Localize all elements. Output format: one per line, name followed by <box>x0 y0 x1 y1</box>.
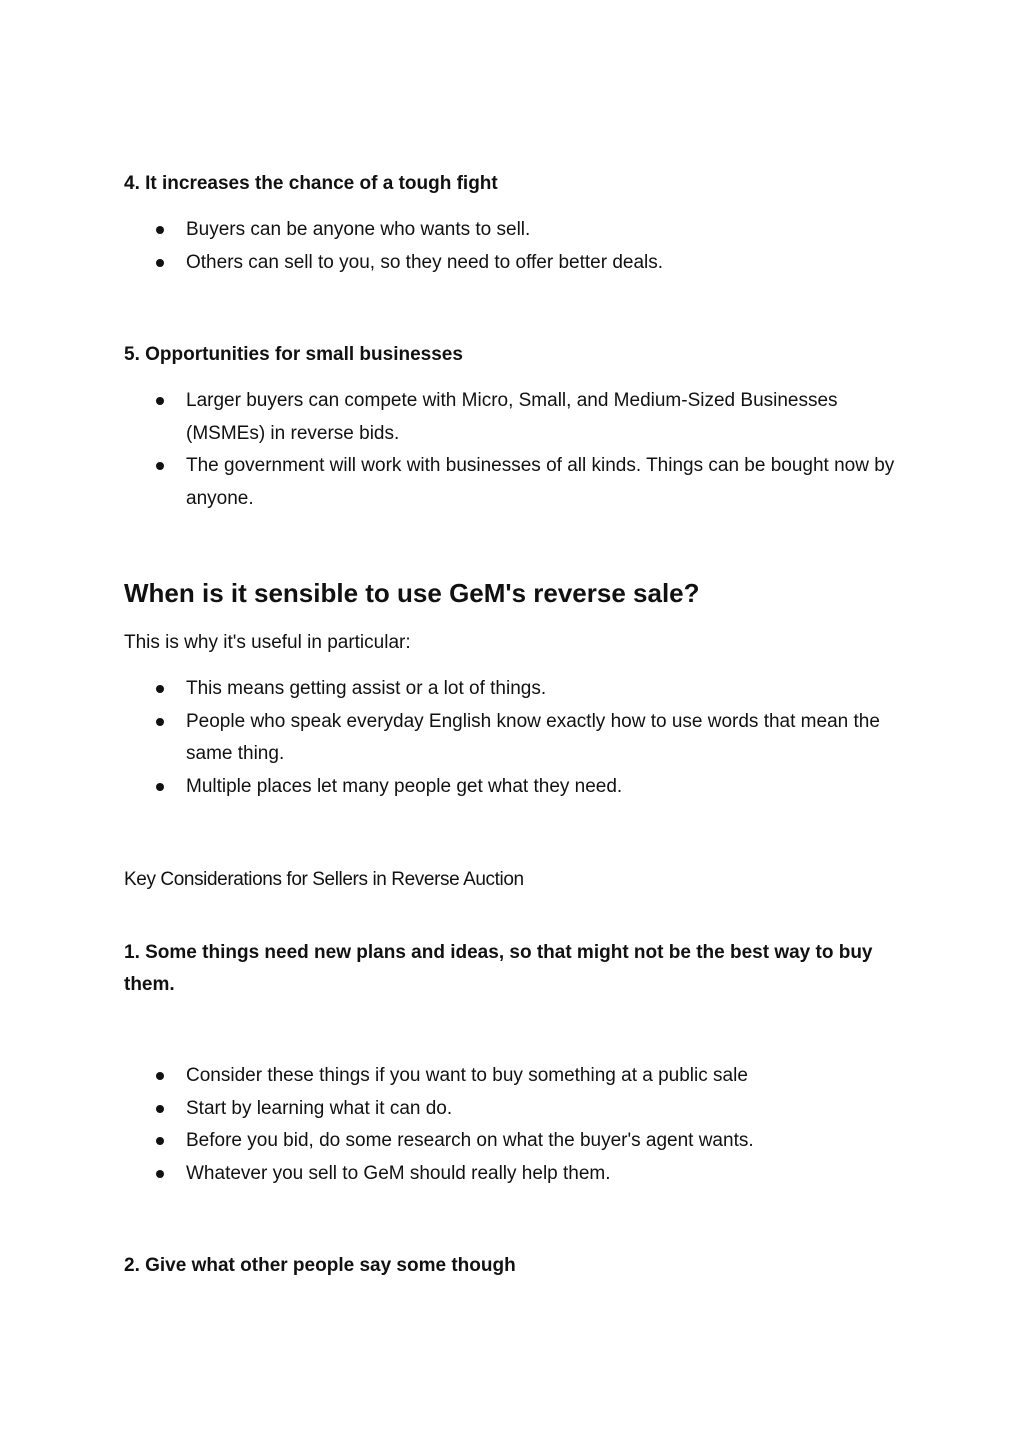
key-considerations-heading: Key Considerations for Sellers in Reverse Auction <box>124 869 524 890</box>
list-item: Buyers can be anyone who wants to sell. <box>124 214 904 247</box>
section-4-heading: 4. It increases the chance of a tough fight <box>124 173 498 194</box>
list-item: Multiple places let many people get what they need. <box>124 771 904 804</box>
when-sensible-heading: When is it sensible to use GeM's reverse sale? <box>124 578 700 608</box>
section-5-bullet-list <box>124 385 904 515</box>
key-bullet-list <box>124 1060 904 1190</box>
list-item: This means getting assist or a lot of things. <box>124 673 904 706</box>
list-item: Before you bid, do some research on what the buyer's agent wants. <box>124 1125 904 1158</box>
list-item: Others can sell to you, so they need to offer better deals. <box>124 247 904 280</box>
key-point-1: 1. Some things need new plans and ideas, so that might not be the best way to buy them. <box>124 942 873 995</box>
list-item: Consider these things if you want to buy something at a public sale <box>124 1060 904 1093</box>
list-item: Whatever you sell to GeM should really help them. <box>124 1158 904 1191</box>
key-point-2: 2. Give what other people say some though <box>124 1255 516 1276</box>
list-item: The government will work with businesses of all kinds. Things can be bought now by anyone. <box>124 450 904 515</box>
list-item: Larger buyers can compete with Micro, Small, and Medium-Sized Businesses (MSMEs) in reverse bids. <box>124 385 904 450</box>
section-4-bullet-list <box>124 214 904 279</box>
list-item: People who speak everyday English know exactly how to use words that mean the same thing. <box>124 706 904 771</box>
section-5-heading: 5. Opportunities for small businesses <box>124 344 463 365</box>
when-intro-paragraph: This is why it's useful in particular: <box>124 632 411 653</box>
list-item: Start by learning what it can do. <box>124 1093 904 1126</box>
when-bullet-list <box>124 673 904 803</box>
